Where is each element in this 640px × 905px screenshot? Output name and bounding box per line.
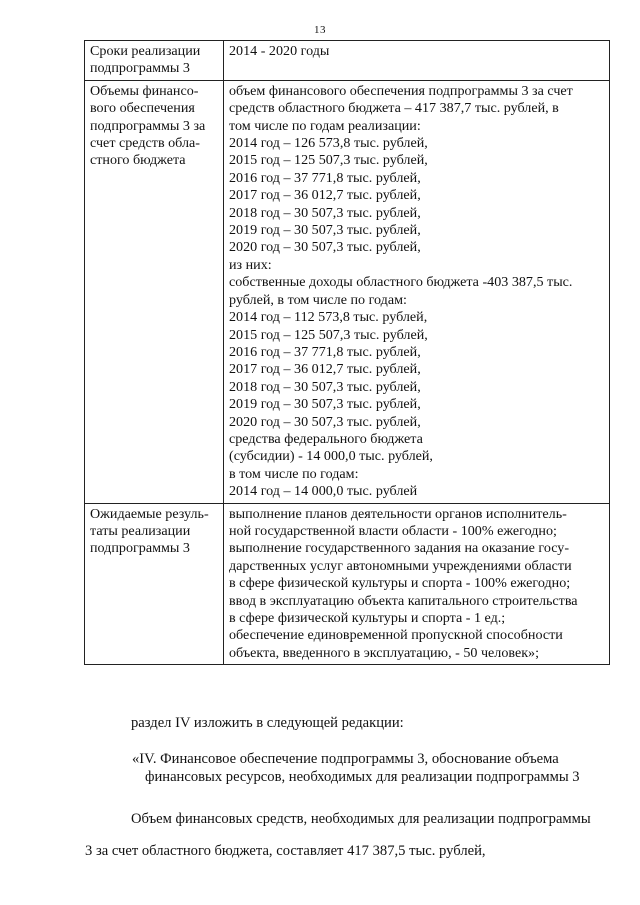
text-line: 2019 год – 30 507,3 тыс. рублей, (229, 222, 421, 239)
text-line: в сфере физической культуры и спорта - 1 ед.; (229, 610, 506, 626)
row-label (90, 83, 218, 170)
table-row-expected-results (85, 503, 610, 665)
text-line: 2014 год – 126 573,8 тыс. рублей, (229, 135, 428, 152)
text-line: стного бюджета (90, 152, 186, 169)
text-line: в том числе по годам: (229, 465, 359, 482)
text-line: 2014 год – 14 000,0 тыс. рублей (229, 483, 418, 500)
section-heading-line-2: финансовых ресурсов, необходимых для реализации подпрограммы 3 (145, 769, 580, 785)
text-line: в сфере физической культуры и спорта - 100% ежегодно; (229, 575, 571, 592)
text-line: ной государственной власти области - 100% ежегодно; (229, 522, 557, 539)
row-label (90, 43, 218, 78)
row-value (229, 83, 604, 501)
text-line: 2020 год – 30 507,3 тыс. рублей, (229, 413, 421, 430)
text-line: 2017 год – 36 012,7 тыс. рублей, (229, 187, 421, 204)
text-line: подпрограммы 3 за (90, 117, 206, 134)
row-label-cell (85, 80, 224, 503)
row-value-cell (224, 41, 610, 81)
table-row-financing-volume (85, 80, 610, 503)
row-value (229, 43, 604, 60)
instruction-text: раздел IV изложить в следующей редакции: (131, 715, 404, 731)
text-line: 2016 год – 37 771,8 тыс. рублей, (229, 169, 421, 186)
text-line: Объемы финансо- (90, 82, 199, 99)
text-line: 2016 год – 37 771,8 тыс. рублей, (229, 343, 421, 360)
text-line: том числе по годам реализации: (229, 117, 421, 134)
text-line: таты реализации (90, 522, 191, 539)
text-line: объем финансового обеспечения подпрограммы 3 за счет (229, 82, 573, 99)
section-heading-line-1: «IV. Финансовое обеспечение подпрограммы 3, обоснование объема (132, 751, 559, 767)
text-line: 2014 - 2020 годы (229, 43, 330, 59)
text-line: выполнение планов деятельности органов исполнитель- (229, 505, 567, 522)
text-line: средств областного бюджета – 417 387,7 тыс. рублей, в (229, 100, 559, 117)
row-value (229, 506, 604, 663)
row-label-cell (85, 503, 224, 665)
text-line: из них: (229, 256, 272, 273)
text-line: 2018 год – 30 507,3 тыс. рублей, (229, 378, 421, 395)
text-line: 2020 год – 30 507,3 тыс. рублей, (229, 239, 421, 256)
text-line: собственные доходы областного бюджета -403 387,5 тыс. (229, 274, 573, 291)
row-label-cell (85, 41, 224, 81)
text-line: 2017 год – 36 012,7 тыс. рублей, (229, 361, 421, 378)
text-line: обеспечение единовременной пропускной способности (229, 627, 563, 644)
text-line: (субсидии) - 14 000,0 тыс. рублей, (229, 448, 433, 465)
text-line: рублей, в том числе по годам: (229, 291, 407, 308)
text-line: подпрограммы 3 (90, 540, 190, 557)
text-line: объекта, введенного в эксплуатацию, - 50 человек»; (229, 644, 540, 661)
body-paragraph-line-1: Объем финансовых средств, необходимых для реализации подпрограммы (131, 811, 591, 827)
text-line: подпрограммы 3 (90, 60, 190, 77)
row-value-cell (224, 80, 610, 503)
text-line: счет средств обла- (90, 135, 200, 152)
text-line: вого обеспечения (90, 100, 195, 117)
text-line: Сроки реализации (90, 43, 201, 59)
text-line: 2018 год – 30 507,3 тыс. рублей, (229, 204, 421, 221)
text-line: 2015 год – 125 507,3 тыс. рублей, (229, 326, 428, 343)
text-line: 2015 год – 125 507,3 тыс. рублей, (229, 152, 428, 169)
text-line: 2019 год – 30 507,3 тыс. рублей, (229, 396, 421, 413)
text-line: Ожидаемые резуль- (90, 505, 209, 522)
body-paragraph-line-2: 3 за счет областного бюджета, составляет 417 387,5 тыс. рублей, (85, 843, 486, 859)
text-line: ввод в эксплуатацию объекта капитального строительства (229, 592, 578, 609)
row-label (90, 506, 218, 558)
text-line: дарственных услуг автономными учреждениями области (229, 557, 572, 574)
table-row-implementation-period (85, 41, 610, 81)
row-value-cell (224, 503, 610, 665)
subprogram-passport-table (84, 40, 610, 665)
text-line: 2014 год – 112 573,8 тыс. рублей, (229, 309, 428, 326)
text-line: выполнение государственного задания на оказание госу- (229, 540, 570, 557)
text-line: средства федерального бюджета (229, 430, 423, 447)
page-number: 13 (314, 24, 326, 36)
